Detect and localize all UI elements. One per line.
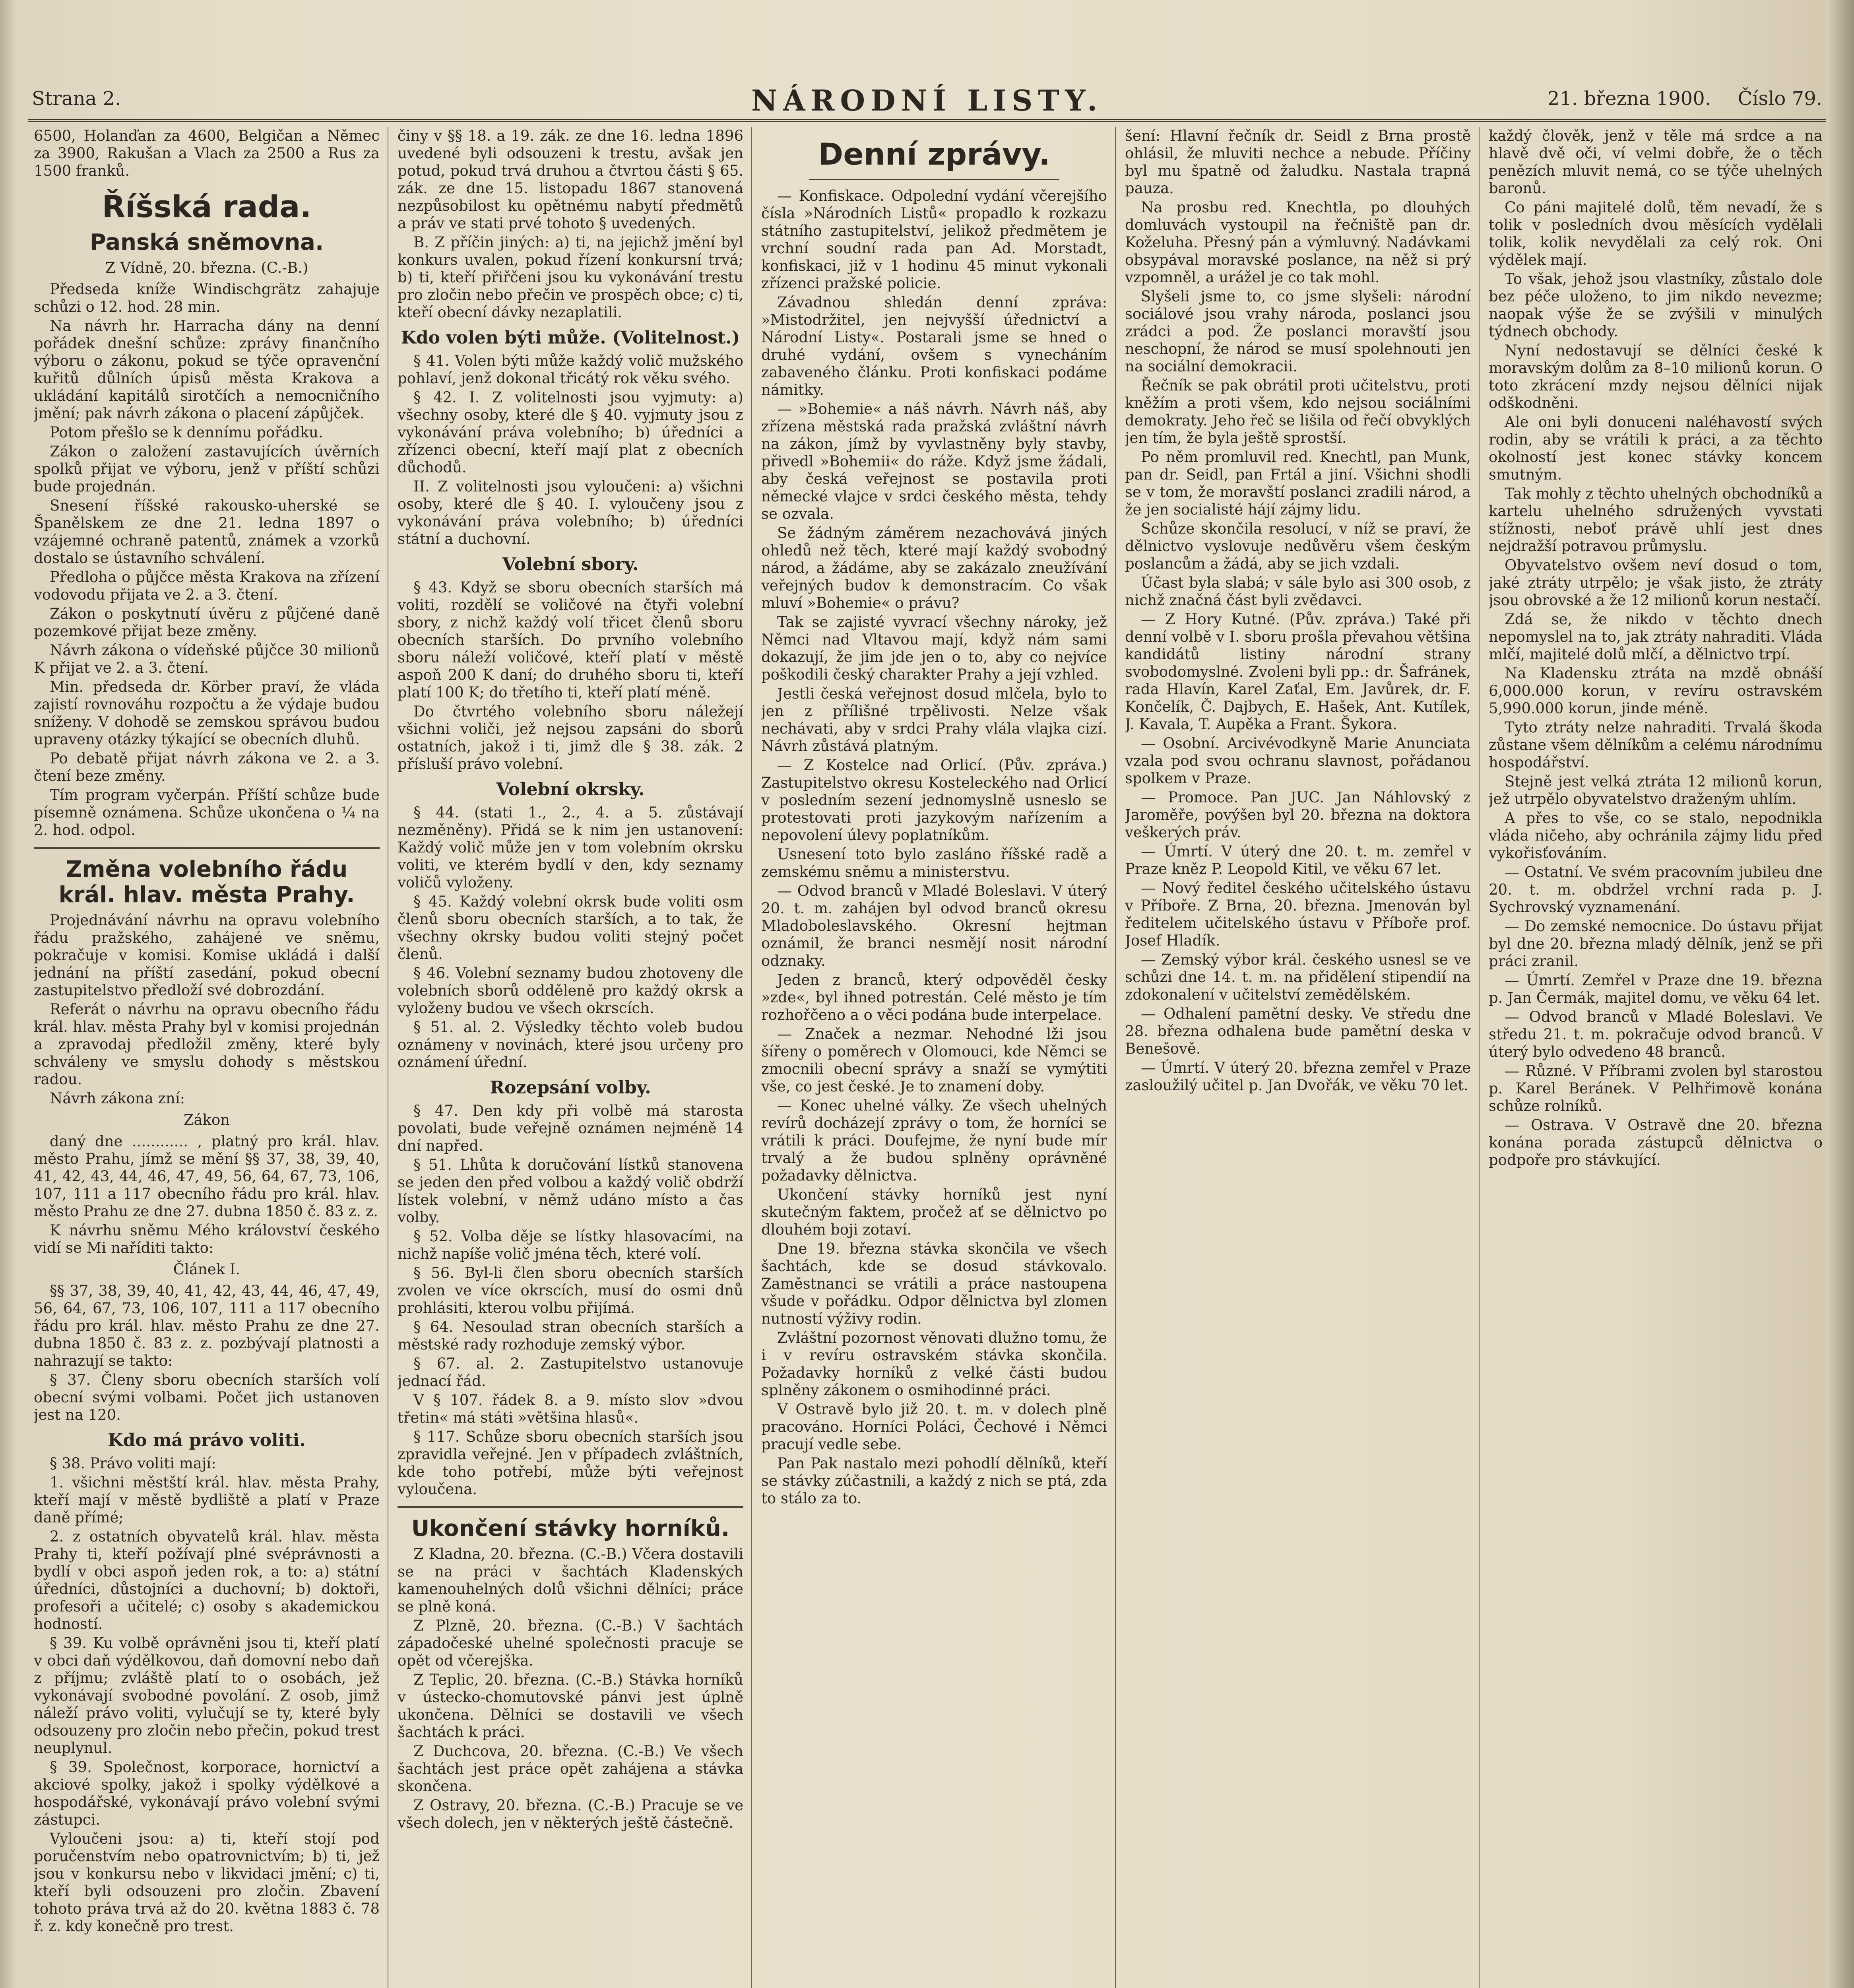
news-item: — Úmrtí. Zemřel v Praze dne 19. března p. Jan Čermák, majitel domu, ve věku 64 let.	[1489, 972, 1823, 1006]
news-item: — Odhalení pamětní desky. Ve středu dne 28. března odhalena bude pamětní deska v Benešově.	[1125, 1005, 1471, 1057]
subheading-panska-snemovna: Panská sněmovna.	[89, 229, 324, 255]
page-header	[28, 72, 1826, 122]
news-item: Pan Pak nastalo mezi pohodlí dělníků, kteří se stávky zúčastnili, a každý z nich se ptá, zda to stálo za to.	[761, 1455, 1107, 1507]
article-paragraph: Tím program vyčerpán. Příští schůze bude písemně oznámena. Schůze ukončena o ¼ na 2. hod. odpol.	[34, 786, 380, 839]
news-item: — Osobní. Arcivévodkyně Marie Anunciata vzala pod svou ochranu slavnost, pořádanou spolkem v Praze.	[1125, 735, 1471, 787]
article-paragraph: Projednávání návrhu na opravu volebního řádu pražského, zahájené ve sněmu, pokračuje v komisi. Komise ukládá i další jednání na příští zasedání, pokud obecní zastupitelstvo předloží své dobrozdání.	[34, 912, 380, 999]
article-paragraph: Z Duchcova, 20. března. (C.-B.) Ve všech šachtách jest práce opět zahájena a stávka skončena.	[398, 1743, 743, 1795]
news-item: Stejně jest velká ztráta 12 milionů korun, jež utrpělo obyvatelstvo draženým uhlím.	[1489, 773, 1823, 808]
article-paragraph: Do čtvrtého volebního sboru náležejí všichni voliči, jež nejsou zapsáni do sborů ostatních, jakož i ti, jimž dle § 38. zák. 2 přísluší právo volební.	[398, 703, 743, 773]
article-paragraph: činy v §§ 18. a 19. zák. ze dne 16. ledna 1896 uvedené byli odsouzeni k trestu, avšak jen potud, pokud trvá druhou a čtvrtou části § 65. zák. ze dne 15. listopadu 1867 stanovená nezpůsobilost ku opětnému nabytí předmětů a práv ve stati prvé tohoto § uvedených.	[398, 127, 743, 232]
article-paragraph: § 56. Byl-li člen sboru obecních starších zvolen ve více okrscích, musí do osmi dnů prohlásiti, kterou volbu přijímá.	[398, 1264, 743, 1316]
news-item: Dne 19. března stávka skončila ve všech šachtách, kde se dosud stávkovalo. Zaměstnanci se vrátili a práce nastoupena všude v pořádku. Odpor dělnictva byl zlomen nutností výživy rodin.	[761, 1240, 1107, 1327]
article-paragraph: Na návrh hr. Harracha dány na denní pořádek dnešní schůze: zprávy finančního výboru o zákonu, pokud se týče opravenční kuřitů důlních úpisů města Krakova a ukládání kapitálů sirotčích a nemocničního jmění; pak návrh zákona o placení zápůjček.	[34, 317, 380, 422]
news-item: Schůze skončila resolucí, v níž se praví, že dělnictvo vyslovuje nedůvěru všem českým poslancům a žádá, aby se jich vzdali.	[1125, 520, 1471, 572]
news-item: Co páni majitelé dolů, těm nevadí, že s tolik v posledních dvou měsících vydělali tolik, kolik nevydělali za celý rok. Oni výdělek mají.	[1489, 199, 1823, 268]
article-paragraph: § 39. Ku volbě oprávněni jsou ti, kteří platí v obci daň výdělkovou, daň domovní nebo daň z příjmu; zvláště platí to o osobách, jež vykonávají svobodné povolání. Z osob, jimž náleží právo voliti, vylučují se ty, které byly odsouzeny pro zločin nebo přečin, pokud trest neuplynul.	[34, 1635, 380, 1757]
article-paragraph: § 45. Každý volební okrsk bude voliti osm členů sboru obecních starších, a to tak, že všechny okrsky budou voliti stejný počet členů.	[398, 893, 743, 963]
news-item: Usnesení toto bylo zasláno říšské radě a zemskému sněmu a ministerstvu.	[761, 846, 1107, 880]
issue-number: Číslo 79.	[1738, 87, 1822, 110]
news-item: Jeden z branců, který odpověděl česky »zde«, byl ihned potrestán. Celé město je tím rozhořčeno a o věci podána bude interpelace.	[761, 971, 1107, 1023]
section-divider	[34, 847, 380, 849]
news-item: Obyvatelstvo ovšem neví dosud o tom, jaké ztráty utrpělo; je však jisto, že ztráty jsou obrovské a že 12 milionů korun nestačí.	[1489, 557, 1823, 609]
section-divider	[398, 1506, 743, 1508]
article-paragraph: § 51. Lhůta k doručování lístků stanovena se jeden den před volbou a každý volič obdrží lístek volební, v němž udáno místo a čas volby.	[398, 1156, 743, 1226]
article-paragraph: 6500, Holanďan za 4600, Belgičan a Němec za 3900, Rakušan a Vlach za 2500 a Rus za 1500 franků.	[34, 127, 380, 179]
article-paragraph: B. Z příčin jiných: a) ti, na jejichž jmění byl konkurs uvalen, pokud řízení konkursní trvá; b) ti, kteří přiřčeni jsou ku vykonávání trestu pro zločin nebo přečin ve prospěch obce; c) ti, kteří obecní dávky nezaplatili.	[398, 234, 743, 321]
news-item: Závadnou shledán denní zpráva: »Mistodržitel, jen nejvyšší úřednictví a Národní Listy«. Postarali jsme se hned o druhé vydání, ovšem s vynecháním zabaveného článku. Proti konfiskaci podáme námitky.	[761, 294, 1107, 398]
article-paragraph: § 46. Volební seznamy budou zhotoveny dle volebních sborů odděleně pro každý okrsk a vyloženy budou ve všech okrscích.	[398, 965, 743, 1017]
news-item: — Ostatní. Ve svém pracovním jubileu dne 20. t. m. obdržel vrchní rada p. J. Sychrovský vyznamenání.	[1489, 864, 1823, 916]
news-item: Tak mohly z těchto uhelných obchodníků a kartelu uhelného sdružených vyvstati stížnosti, neboť právě uhlí jest dnes nejdražší potravou průmyslu.	[1489, 485, 1823, 555]
article-paragraph: § 41. Volen býti může každý volič mužského pohlaví, jenž dokonal třicátý rok věku svého.	[398, 352, 743, 387]
column-4	[1125, 127, 1471, 1988]
article-paragraph: Z Kladna, 20. března. (C.-B.) Včera dostavili se na práci v šachtách Kladenských kamenouhelných dolů všichni dělníci; práce se plně koná.	[398, 1545, 743, 1615]
news-item: — Konec uhelné války. Ze všech uhelných revírů docházejí zprávy o tom, že horníci se vrátili k práci. Doufejme, že nyní bude mír trvalý a že budou splněny oprávněné požadavky dělnictva.	[761, 1097, 1107, 1184]
news-item: To však, jehož jsou vlastníky, zůstalo dole bez péče uloženo, to jim nikdo nevezme; naopak výše že se zvýšili v minulých týdnech obchody.	[1489, 270, 1823, 340]
news-item: — Odvod branců v Mladé Boleslavi. Ve středu 21. t. m. pokračuje odvod branců. V úterý bylo odvedeno 48 branců.	[1489, 1008, 1823, 1060]
subsection-heading: Volební sbory.	[502, 554, 639, 575]
news-item: — Nový ředitel českého učitelského ústavu v Příboře. Z Brna, 20. března. Jmenován byl ředitelem učitelského ústavu v Příboře prof. Josef Hladík.	[1125, 879, 1471, 949]
article-paragraph: Z Plzně, 20. března. (C.-B.) V šachtách západočeské uhelné společnosti pracuje se opět od včerejška.	[398, 1617, 743, 1669]
news-item: Nyní nedostavují se dělníci české k moravským dolům za 8–10 milionů korun. O toto zkrácení mzdy nejsou dělníci nijak odškodněni.	[1489, 342, 1823, 412]
news-item: Řečník se pak obrátil proti učitelstvu, proti kněžím a proti všem, kdo nejsou sociálními demokraty. Jeho řeč se lišila od řečí obvyklých jen tím, že byla ještě sprostší.	[1125, 377, 1471, 447]
news-item: Ale oni byli donuceni naléhavostí svých rodin, aby se vrátili k práci, a za těchto okolností jest konec stávky koncem smutným.	[1489, 414, 1823, 483]
issue-date: 21. března 1900.	[1547, 87, 1711, 110]
article-paragraph: Po debatě přijat návrh zákona ve 2. a 3. čtení beze změny.	[34, 750, 380, 784]
subsection-heading: Rozepsání volby.	[490, 1077, 651, 1098]
newspaper-title: NÁRODNÍ LISTY.	[751, 83, 1103, 117]
section-heading-denni-zpravy: Denní zprávy.	[818, 136, 1050, 172]
news-item: — Zemský výbor král. českého usnesl se ve schůzi dne 14. t. m. na přidělení stipendií na zdokonalení v učitelství zemědělském.	[1125, 951, 1471, 1003]
article-heading-zmena-volebniho-radu: Změna volebního řádu král. hlav. města Prahy.	[58, 856, 355, 908]
news-item: — Z Kostelce nad Orlicí. (Pův. zpráva.) Zastupitelstvo okresu Kosteleckého nad Orlicí v posledním sezení jednomyslně usneslo se protestovati proti jazykovým nařízením a nepovolení úlevy poplatníkům.	[761, 757, 1107, 844]
news-item: Na Kladensku ztráta na mzdě obnáší 6,000.000 korun, v revíru ostravském 5,990.000 korun, jinde méně.	[1489, 665, 1823, 717]
article-paragraph: § 117. Schůze sboru obecních starších jsou zpravidla veřejné. Jen v případech zvláštních, kde toho potřebí, může býti veřejnost vyloučena.	[398, 1428, 743, 1498]
article-paragraph: Referát o návrhu na opravu obecního řádu král. hlav. města Prahy byl v komisi projednán a zpravodaj předložil změny, které byly schváleny ve smyslu dohody s městskou radou.	[34, 1001, 380, 1088]
article-paragraph: § 42. I. Z volitelnosti jsou vyjmuty: a) všechny osoby, které dle § 40. vyjmuty jsou z vykonávání práva volebního; b) úředníci a zřízenci obecní, kteří mají plat z obecních důchodů.	[398, 389, 743, 476]
news-item: Na prosbu red. Knechtla, po dlouhých domluvách vystoupil na řečniště pan dr. Koželuha. Přesný pán a výmluvný. Nadávkami obsypával moravské poslance, na něž si prý vzpomněl, a urážel je co tak mohl.	[1125, 199, 1471, 286]
divider	[809, 179, 1059, 180]
news-item: — Do zemské nemocnice. Do ústavu přijat byl dne 20. března mladý dělník, jenž se při práci zranil.	[1489, 918, 1823, 970]
article-paragraph: Zákon o založení zastavujících úvěrních spolků přijat ve výboru, jenž v příští schůzi bude projednán.	[34, 443, 380, 495]
article-paragraph: 2. z ostatních obyvatelů král. hlav. města Prahy ti, kteří požívají plné svéprávnosti a bydlí v obci aspoň jeden rok, a to: a) státní úředníci, důstojníci a duchovní; b) doktoři, profesoři a učitelé; c) osoby s akademickou hodností.	[34, 1528, 380, 1633]
news-item: — Promoce. Pan JUC. Jan Náhlovský z Jaroměře, povýšen byl 20. března na doktora veškerých práv.	[1125, 789, 1471, 841]
article-paragraph: § 44. (stati 1., 2., 4. a 5. zůstávají nezměněny). Přidá se k nim jen ustanovení: Každý volič může jen v tom volebním okrsku voliti, ve kterém bydlí v den, kdy seznamy voličů vyloženy.	[398, 804, 743, 891]
news-item: — Z Hory Kutné. (Pův. zpráva.) Také při denní volbě v I. sboru prošla převahou většina kandidátů listiny národní strany svobodomyslné. Zvoleni byli pp.: dr. Šafránek, rada Hlavín, Karel Zaťal, Em. Javůrek, dr. F. Končelík, Č. Dajbych, E. Hašek, Ant. Kutílek, J. Kavala, T. Aupěka a Frant. Šykora.	[1125, 611, 1471, 733]
article-paragraph: § 51. al. 2. Výsledky těchto voleb budou oznámeny v novinách, které jsou určeny pro oznámení úřední.	[398, 1019, 743, 1071]
article-paragraph: § 47. Den kdy při volbě má starosta povolati, bude veřejně oznámen nejméně 14 dní napřed.	[398, 1102, 743, 1154]
news-item: — Úmrtí. V úterý dne 20. t. m. zemřel v Praze kněz P. Leopold Kitil, ve věku 67 let.	[1125, 843, 1471, 878]
news-item: Po něm promluvil red. Knechtl, pan Munk, pan dr. Seidl, pan Frtál a jiní. Všichni shodli se v tom, že moravští poslanci zradili národ, a že jen socialisté hájí zájmy lidu.	[1125, 448, 1471, 518]
article-paragraph: Návrh zákona zní:	[50, 1090, 185, 1107]
article-paragraph: Předseda kníže Windischgrätz zahajuje schůzi o 12. hod. 28 min.	[34, 281, 380, 315]
subsection-heading: Volební okrsky.	[496, 779, 645, 800]
news-item: — Úmrtí. V úterý 20. března zemřel v Praze zasloužilý učitel p. Jan Dvořák, ve věku 70 let.	[1125, 1059, 1471, 1094]
article-paragraph: Min. předseda dr. Körber praví, že vláda zajistí rovnováhu rozpočtu a že výdaje budou sníženy. V dohodě se zemskou správou budou upraveny otázky týkající se obecních dluhů.	[34, 678, 380, 748]
news-item: Se žádným záměrem nezachovává jiných ohledů než těch, které mají každý svobodný národ, a žádáme, aby se zakázalo zneužívání veřejných budov k demonstracím. Co však mluví »Bohemie« o právu?	[761, 524, 1107, 612]
section-heading-risska-rada: Říšská rada.	[102, 189, 312, 224]
article-paragraph: Návrh zákona o vídeňské půjčce 30 milionů K přijat ve 2. a 3. čtení.	[34, 642, 380, 676]
article-heading-ukonceni-stavky: Ukončení stávky horníků.	[411, 1516, 730, 1541]
news-item: šení: Hlavní řečník dr. Seidl z Brna prostě ohlásil, že mluviti nechce a nebude. Příčiny byl mu špatně od žaludku. Nastala trapná pauza.	[1125, 127, 1471, 197]
news-item: — Konfiskace. Odpolední vydání včerejšího čísla »Národních Listů« propadlo k rozkazu státního zastupitelství, jelikož předmětem je vrchní soudní rada pan Ad. Morstadt, konfiskaci, již v 1 hodinu 45 minut vykonali zřízenci pražské policie.	[761, 187, 1107, 292]
news-item: Zvláštní pozornost věnovati dlužno tomu, že i v revíru ostravském stávka skončila. Požadavky horníků z velké části budou splněny zákonem o osmihodinné práci.	[761, 1329, 1107, 1399]
news-item: A přes to vše, co se stalo, nepodnikla vláda ničeho, aby ochránila zájmy lidu před vykořisťováním.	[1489, 810, 1823, 862]
article-paragraph: Snesení říšské rakousko-uherské se Španělskem ze dne 21. ledna 1897 o vzájemné ochraně patentů, známek a vzorků dostalo se ústavního schválení.	[34, 497, 380, 567]
subsection-heading: Kdo má právo voliti.	[108, 1430, 306, 1450]
article-paragraph: Předloha o půjčce města Krakova na zřízení vodovodu přijata ve 2. a 3. čtení.	[34, 569, 380, 603]
dateline: Z Vídně, 20. března. (C.-B.)	[105, 259, 308, 276]
article-paragraph: § 52. Volba děje se lístky hlasovacími, na nichž napíše volič jména těch, které volí.	[398, 1228, 743, 1262]
news-item: Účast byla slabá; v sále bylo asi 300 osob, z nichž značná část byli zvědavci.	[1125, 574, 1471, 609]
column-rule	[751, 127, 752, 1988]
news-item: — Různé. V Příbrami zvolen byl starostou p. Karel Beránek. V Pelhřimově konána schůze rolníků.	[1489, 1062, 1823, 1114]
article-paragraph: 1. všichni městští král. hlav. města Prahy, kteří mají v městě bydliště a platí v Praze daně přímé;	[34, 1474, 380, 1526]
column-3	[761, 127, 1107, 1988]
article-paragraph: § 67. al. 2. Zastupitelstvo ustanovuje jednací řád.	[398, 1355, 743, 1390]
article-paragraph: V § 107. řádek 8. a 9. místo slov »dvou třetin« má státi »většina hlasů«.	[398, 1392, 743, 1426]
page-number: Strana 2.	[32, 87, 121, 110]
article-paragraph: § 38. Právo voliti mají:	[50, 1455, 216, 1472]
news-item: — Odvod branců v Mladé Boleslavi. V úterý 20. t. m. zahájen byl odvod branců okresu Mladoboleslavského. Okresní hejtman oznámil, že branci nesmějí nosit národní odznaky.	[761, 882, 1107, 969]
news-item: Tak se zajisté vyvrací všechny nároky, jež Němci nad Vltavou mají, když nám sami dokazují, že jim jde jen o to, aby co nejvíce poškodili český charakter Prahy a její vzhled.	[761, 613, 1107, 683]
news-item: Ukončení stávky horníků jest nyní skutečným faktem, pročež ať se dělnictvo po dlouhém boji zotaví.	[761, 1186, 1107, 1238]
news-item: — »Bohemie« a náš návrh. Návrh náš, aby zřízena městská rada pražská zvláštní návrh na zákon, jímž by vyvlastněny byly stavby, přivedl »Bohemii« do ráže. Když jsme žádali, aby česká veřejnost se postavila proti německé vlajce v srdci českého města, tehdy se ozvala.	[761, 400, 1107, 522]
article-paragraph: K návrhu sněmu Mého království českého vidí se Mi naříditi takto:	[34, 1222, 380, 1256]
article-paragraph: Z Teplic, 20. března. (C.-B.) Stávka horníků v ústecko-chomutovské pánvi jest úplně ukončena. Dělníci se dostavili ve všech šachtách k práci.	[398, 1671, 743, 1741]
article-paragraph: II. Z volitelnosti jsou vyloučeni: a) všichni osoby, které dle § 40. I. vyloučeny jsou z vykonávání práva volebního; b) úředníci státní a duchovní.	[398, 478, 743, 547]
column-rule	[1115, 127, 1116, 1988]
news-item: — Ostrava. V Ostravě dne 20. března konána porada zástupců dělnictva o podpoře pro stávkující.	[1489, 1116, 1823, 1169]
article-paragraph: Potom přešlo se k dennímu pořádku.	[50, 424, 323, 441]
news-item: V Ostravě bylo již 20. t. m. v dolech plně pracováno. Horníci Poláci, Čechové i Němci pracují vedle sebe.	[761, 1401, 1107, 1453]
article-paragraph: Zákon o poskytnutí úvěru z půjčené daně pozemkové přijat beze změny.	[34, 605, 380, 640]
article-paragraph: Z Ostravy, 20. března. (C.-B.) Pracuje se ve všech dolech, jen v některých ještě částečně.	[398, 1797, 743, 1831]
news-item: Zdá se, že nikdo v těchto dnech nepomyslel na to, jak ztráty nahraditi. Vláda mlčí, majitelé dolů mlčí, a dělnictvo trpí.	[1489, 611, 1823, 663]
subsection-heading: Kdo volen býti může. (Volitelnost.)	[401, 328, 740, 348]
article-paragraph: Vyloučeni jsou: a) ti, kteří stojí pod poručenstvím nebo opatrovnictvím; b) ti, jež jsou v konkursu nebo v likvidaci jmění; c) ti, kteří byli odsouzeni pro zločin. Zbavení tohoto práva trvá až do 20. května 1883 č. 78 ř. z. kdy konečně pro trest.	[34, 1830, 380, 1935]
news-item: Tyto ztráty nelze nahraditi. Trvalá škoda zůstane všem dělníkům a celému národnímu hospodářství.	[1489, 719, 1823, 771]
law-title: Zákon	[183, 1111, 230, 1128]
news-item: Jestli česká veřejnost dosud mlčela, bylo to jen z přílišné trpělivosti. Nelze však nechávati, aby v srdci Prahy vlála vlajka cizí. Návrh zůstává platným.	[761, 685, 1107, 755]
article-paragraph: daný dne ............ , platný pro král. hlav. město Prahu, jímž se mění §§ 37, 38, 39, 40, 41, 42, 43, 44, 46, 47, 49, 56, 64, 67, 73, 106, 107, 111 a 117 obecního řádu pro král. hlav. město Prahu ze dne 27. dubna 1850 č. 83 z. z.	[34, 1133, 380, 1220]
article-paragraph: § 37. Členy sboru obecních starších volí obecní svými volbami. Počet jich ustanoven jest na 120.	[34, 1371, 380, 1423]
article-paragraph: §§ 37, 38, 39, 40, 41, 42, 43, 44, 46, 47, 49, 56, 64, 67, 73, 106, 107, 111 a 117 obecního řádu pro král. hlav. město Prahu ze dne 27. dubna 1850 č. 83 z. z. pozbývají platnosti a nahrazují se takto:	[34, 1282, 380, 1369]
column-rule	[1479, 127, 1480, 1988]
news-item: — Značek a nezmar. Nehodné lži jsou šířeny o poměrech v Olomouci, kde Němci se zmocnili obecní správy a snaží se vymýtiti vše, co jest české. Je to znamení doby.	[761, 1025, 1107, 1095]
column-5	[1489, 127, 1823, 1988]
column-1	[34, 127, 380, 1988]
article-paragraph: § 39. Společnost, korporace, hornictví a akciové spolky, jakož i spolky výdělkové a hospodářské, vykonávají právo volební svými zástupci.	[34, 1759, 380, 1828]
article-paragraph: § 64. Nesoulad stran obecních starších a městské rady rozhoduje zemský výbor.	[398, 1318, 743, 1353]
page-fold-shadow	[0, 0, 16, 1988]
column-2	[398, 127, 743, 1988]
article-paragraph: § 43. Když se sboru obecních starších má voliti, rozdělí se voličové na čtyři volební sbory, z nichž každý volí třicet členů sboru obecních starších. Do prvního volebního sboru náleží voličové, kteří platí v městě aspoň 200 K daní; do druhého sboru ti, kteří platí 100 K; do třetího ti, kteří platí méně.	[398, 579, 743, 701]
news-item: každý člověk, jenž v těle má srdce a na hlavě dvě oči, ví velmi dobře, že o těch penězích mluvit nemá, co se týče uhelných baronů.	[1489, 127, 1823, 197]
page-edge	[1826, 0, 1854, 1988]
article-number: Článek I.	[173, 1261, 240, 1278]
news-item: Slyšeli jsme to, co jsme slyšeli: národní sociálové jsou vrahy národa, poslanci jsou zrádci a pod. Že poslanci moravští jsou neschopní, že národ se musí spolehnouti jen na sociální demokracii.	[1125, 288, 1471, 375]
